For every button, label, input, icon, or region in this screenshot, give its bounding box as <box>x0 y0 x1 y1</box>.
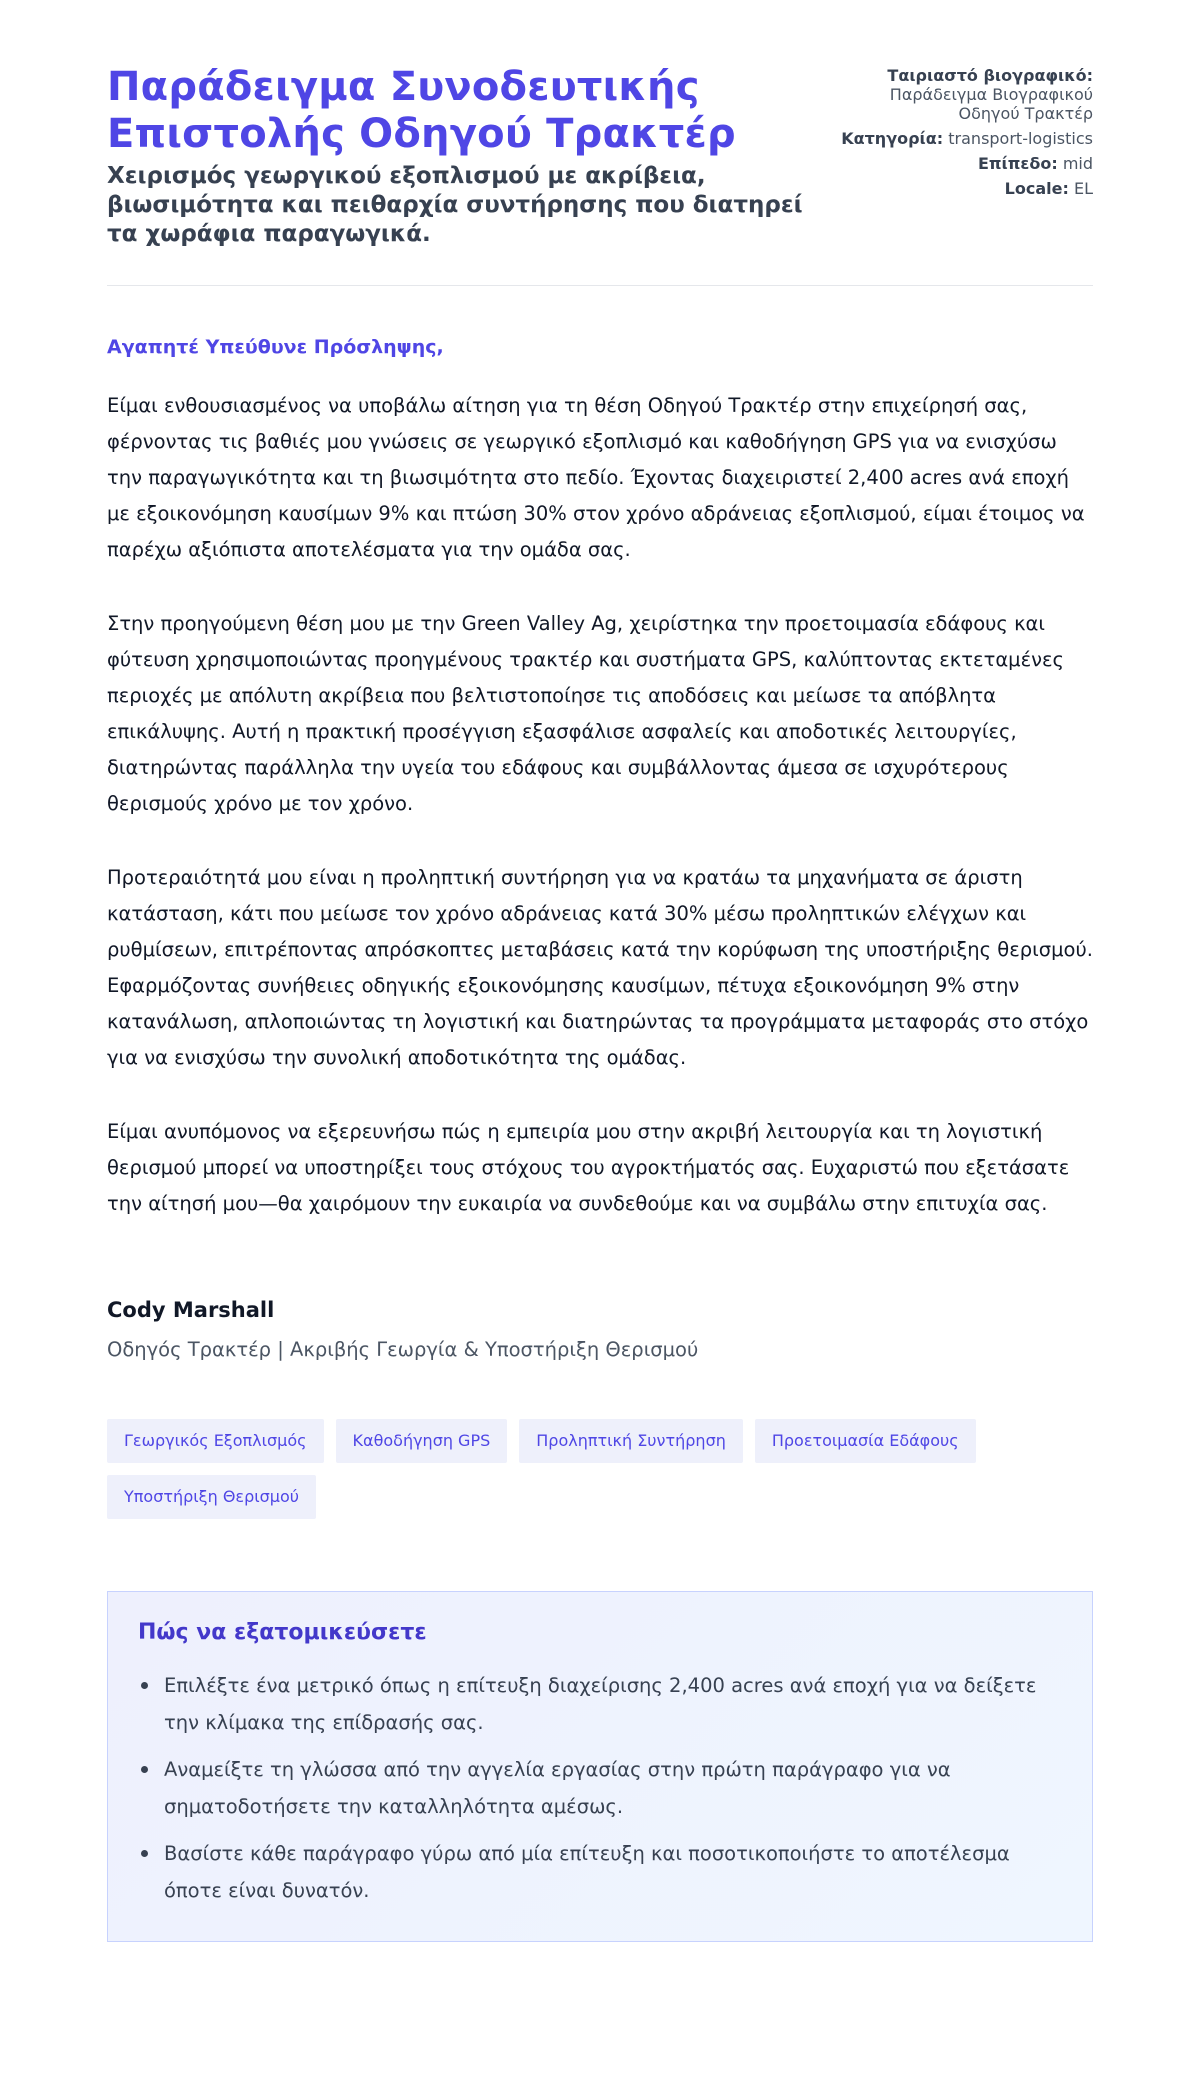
meta-panel <box>833 64 1093 204</box>
tips-list-item: Αναμείξτε τη γλώσσα από την αγγελία εργασίας στην πρώτη παράγραφο για να σηματοδοτήσετε την καταλληλότητα αμέσως. <box>138 1751 1062 1825</box>
page-subtitle: Χειρισμός γεωργικού εξοπλισμού με ακρίβεια, βιωσιμότητα και πειθαρχία συντήρησης που διατηρεί τα χωράφια παραγωγικά. <box>107 163 803 247</box>
skill-tag: Γεωργικός Εξοπλισμός <box>107 1419 324 1463</box>
skill-tag: Προετοιμασία Εδάφους <box>755 1419 976 1463</box>
meta-category-label: Κατηγορία: <box>841 129 944 148</box>
letter-body <box>107 336 1093 1222</box>
letter-paragraph-1: Είμαι ενθουσιασμένος να υποβάλω αίτηση για τη θέση Οδηγού Τρακτέρ στην επιχείρησή σας, φέρνοντας τις βαθιές μου γνώσεις σε γεωργικό εξοπλισμό και καθοδήγηση GPS για να ενισχύσω την παραγωγικότητα και τη βιωσιμότητα στο πεδίο. Έχοντας διαχειριστεί 2,400 acres ανά εποχή με εξοικονόμηση καυσίμων 9% και πτώση 30% στον χρόνο αδράνειας εξοπλισμού, είμαι έτοιμος να παρέχω αξιόπιστα αποτελέσματα για την ομάδα σας. <box>107 394 1085 561</box>
meta-locale-value: EL <box>1073 179 1093 198</box>
tips-list-item: Επιλέξτε ένα μετρικό όπως η επίτευξη διαχείρισης 2,400 acres ανά εποχή για να δείξετε την κλίμακα της επίδρασής σας. <box>138 1667 1062 1741</box>
meta-locale <box>833 179 1093 198</box>
signature-name: Cody Marshall <box>107 1298 275 1322</box>
salutation: Αγαπητέ Υπεύθυνε Πρόσληψης, <box>107 336 444 358</box>
letter-paragraph-4: Είμαι ανυπόμονος να εξερευνήσω πώς η εμπειρία μου στην ακριβή λειτουργία και τη λογιστική θερισμού μπορεί να υποστηρίξει τους στόχους του αγροκτήματός σας. Ευχαριστώ που εξετάσατε την αίτησή μου—θα χαιρόμουν την ευκαιρία να συνδεθούμε και να συμβάλω στην επιτυχία σας. <box>107 1120 1070 1215</box>
signature-block <box>107 1298 1093 1361</box>
meta-category <box>833 129 1093 148</box>
tips-list <box>138 1667 1062 1909</box>
meta-level-value: mid <box>1062 154 1093 173</box>
tips-title: Πώς να εξατομικεύσετε <box>138 1620 427 1645</box>
letter-paragraph-2: Στην προηγούμενη θέση μου με την Green Valley Ag, χειρίστηκα την προετοιμασία εδάφους και φύτευση χρησιμοποιώντας προηγμένους τρακτέρ και συστήματα GPS, καλύπτοντας εκτεταμένες περιοχές με απόλυτη ακρίβεια που βελτιστοποίησε τις αποδόσεις και μείωσε τα απόβλητα επικάλυψης. Αυτή η πρακτική προσέγγιση εξασφάλισε ασφαλείς και αποδοτικές λειτουργίες, διατηρώντας παράλληλα την υγεία του εδάφους και συμβάλλοντας άμεσα σε ισχυρότερους θερισμούς χρόνο με τον χρόνο. <box>107 612 1064 815</box>
signature-title: Οδηγός Τρακτέρ | Ακριβής Γεωργία & Υποστήριξη Θερισμού <box>107 1338 699 1361</box>
customization-tips-box <box>107 1591 1093 1942</box>
header-title-block <box>107 64 807 249</box>
skill-tag: Προληπτική Συντήρηση <box>519 1419 743 1463</box>
tips-list-item: Βασίστε κάθε παράγραφο γύρω από μία επίτευξη και ποσοτικοποιήστε το αποτέλεσμα όποτε είναι δυνατόν. <box>138 1835 1062 1909</box>
page-header <box>107 64 1093 286</box>
meta-resume-value[interactable]: Παράδειγμα Βιογραφικού Οδηγού Τρακτέρ <box>889 85 1093 123</box>
meta-locale-label: Locale: <box>1004 179 1069 198</box>
meta-category-value: transport-logistics <box>948 129 1093 148</box>
meta-resume <box>833 66 1093 123</box>
letter-paragraph-3: Προτεραιότητά μου είναι η προληπτική συντήρηση για να κρατάω τα μηχανήματα σε άριστη κατάσταση, κάτι που μείωσε τον χρόνο αδράνειας κατά 30% μέσω προληπτικών ελέγχων και ρυθμίσεων, επιτρέποντας απρόσκοπτες μεταβάσεις κατά την κορύφωση της υποστήριξης θερισμού. Εφαρμόζοντας συνήθειες οδηγικής εξοικονόμησης καυσίμων, πέτυχα εξοικονόμηση 9% στην κατανάλωση, απλοποιώντας τη λογιστική και διατηρώντας τα προγράμματα μεταφοράς στο στόχο για να ενισχύσω την συνολική αποδοτικότητα της ομάδας. <box>107 866 1093 1069</box>
meta-level <box>833 154 1093 173</box>
skill-tag: Καθοδήγηση GPS <box>336 1419 508 1463</box>
page-title: Παράδειγμα Συνοδευτικής Επιστολής Οδηγού Τρακτέρ <box>107 64 736 157</box>
skill-tag: Υποστήριξη Θερισμού <box>107 1475 316 1519</box>
skill-tags <box>107 1419 1093 1519</box>
meta-level-label: Επίπεδο: <box>977 154 1058 173</box>
meta-resume-label: Ταιριαστό βιογραφικό: <box>887 66 1093 85</box>
